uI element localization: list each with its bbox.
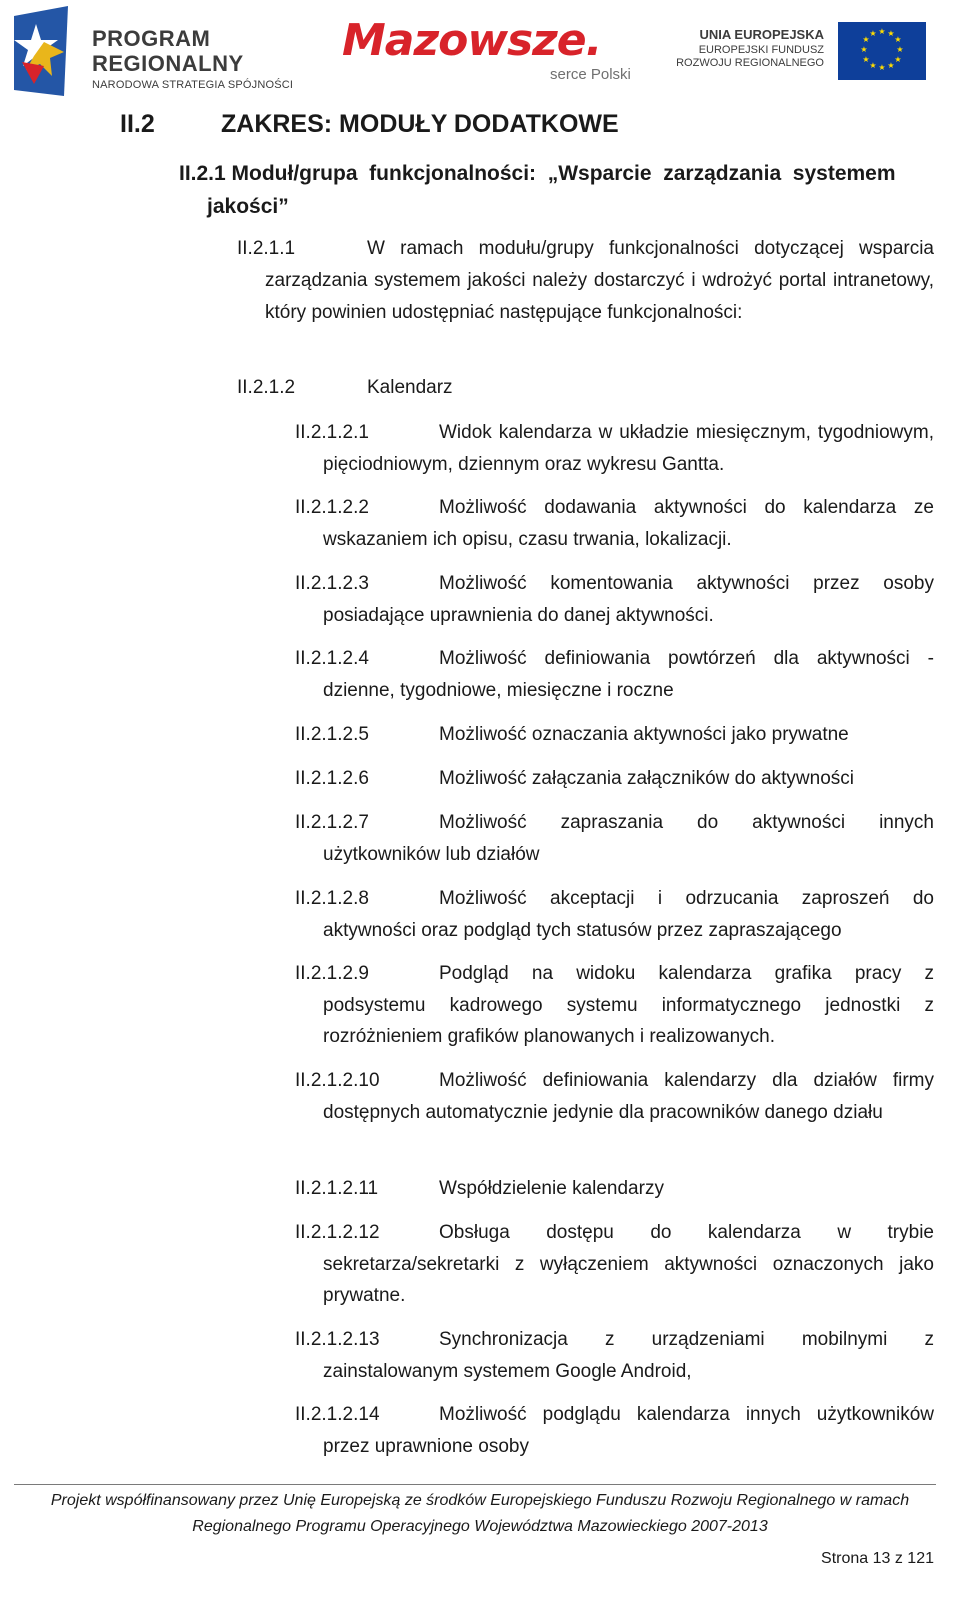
intro-paragraph [237, 233, 934, 329]
intro-text: W ramach modułu/grupy funkcjonalności dotyczącej wsparcia zarządzania systemem jakości należy dostarczyć i wdrożyć portal intranetowy, który powinien udostępniać następujące funkcjonalności: [265, 238, 934, 323]
list-item [295, 492, 934, 555]
list-item [295, 1324, 934, 1387]
list-item [295, 643, 934, 706]
list-item [295, 417, 934, 480]
list-item-number: II.2.1.2.11 [295, 1178, 379, 1199]
eu-logo-line3: ROZWOJU REGIONALNEGO [676, 57, 824, 69]
list-item-text: Podgląd na widoku kalendarza grafika pracy z podsystemu kadrowego systemu informatycznego jednostki z rozróżnieniem grafików planowanych i realizowanych. [323, 963, 934, 1047]
eu-logo-line1: UNIA EUROPEJSKA [699, 27, 824, 42]
mazowsze-logo [342, 12, 642, 98]
page-number: Strona 13 z 121 [821, 1550, 934, 1567]
list-item-number: II.2.1.2.2 [295, 497, 369, 518]
svg-text:★: ★ [869, 61, 877, 70]
list-item-number: II.2.1.2.4 [295, 648, 369, 669]
program-logo-line1: PROGRAM [92, 26, 211, 51]
section-title: ZAKRES: MODUŁY DODATKOWE [221, 110, 619, 138]
svg-text:★: ★ [894, 35, 902, 44]
eu-flag-icon [838, 22, 926, 80]
list-item-text: Synchronizacja z urządzeniami mobilnymi z zainstalowanym systemem Google Android, [323, 1329, 934, 1382]
footer-divider [14, 1484, 936, 1485]
list-item-number: II.2.1.2.3 [295, 573, 369, 594]
list-item [295, 719, 934, 751]
program-logo-line2: REGIONALNY [92, 51, 244, 76]
mazowsze-logo-tagline: serce Polski [550, 66, 631, 83]
mazowsze-logo-word: Mazowsze. [342, 15, 602, 66]
list-item [295, 763, 934, 795]
eu-logo-line2: EUROPEJSKI FUNDUSZ [698, 44, 824, 56]
eu-logo [676, 20, 948, 84]
calendar-number: II.2.1.2 [237, 377, 296, 398]
list-item-text: Możliwość oznaczania aktywności jako prywatne [439, 724, 849, 745]
page-header [0, 0, 960, 100]
list-item-number: II.2.1.2.5 [295, 724, 369, 745]
svg-text:★: ★ [878, 27, 886, 36]
footer-funding-line1: Projekt współfinansowany przez Unię Europejską ze środków Europejskiego Funduszu Rozwoju Regionalnego w ramach [50, 1492, 910, 1509]
svg-text:★: ★ [894, 55, 902, 64]
list-item-number: II.2.1.2.9 [295, 963, 369, 984]
list-item [295, 568, 934, 631]
list-item-text: Możliwość komentowania aktywności przez osoby posiadające uprawnienia do danej aktywności. [323, 573, 934, 626]
subsection-heading-line2: jakości” [207, 195, 289, 218]
list-item-number: II.2.1.2.7 [295, 812, 369, 833]
svg-text:★: ★ [878, 63, 886, 72]
list-item-number: II.2.1.2.13 [295, 1329, 380, 1350]
svg-text:★: ★ [862, 55, 870, 64]
list-item-text: Możliwość dodawania aktywności do kalendarza ze wskazaniem ich opisu, czasu trwania, lokalizacji. [323, 497, 934, 550]
program-logo-line3: NARODOWA STRATEGIA SPÓJNOŚCI [92, 79, 294, 91]
intro-number: II.2.1.1 [237, 238, 296, 259]
list-item-text: Możliwość załączania załączników do aktywności [439, 768, 855, 789]
list-item-number: II.2.1.2.8 [295, 888, 369, 909]
list-item-text: Możliwość akceptacji i odrzucania zaproszeń do aktywności oraz podgląd tych statusów przez zapraszającego [323, 888, 934, 941]
list-item-number: II.2.1.2.10 [295, 1070, 380, 1091]
list-item [295, 807, 934, 870]
list-item-text: Możliwość zapraszania do aktywności innych użytkowników lub działów [323, 812, 934, 865]
svg-text:★: ★ [887, 29, 895, 38]
list-item [295, 1065, 934, 1128]
list-item [295, 883, 934, 946]
subsection-heading [179, 157, 934, 223]
svg-text:★: ★ [860, 45, 868, 54]
svg-text:★: ★ [862, 35, 870, 44]
subsection-heading-line1: II.2.1 Moduł/grupa funkcjonalności: „Wsparcie zarządzania systemem [179, 162, 896, 185]
list-item [295, 1173, 934, 1205]
list-item [295, 1399, 934, 1462]
star-emblem-icon [14, 6, 72, 96]
calendar-heading [237, 372, 934, 404]
footer-funding-line2: Regionalnego Programu Operacyjnego Województwa Mazowieckiego 2007-2013 [192, 1518, 768, 1535]
svg-text:★: ★ [887, 61, 895, 70]
list-item-text: Współdzielenie kalendarzy [439, 1178, 664, 1199]
list-item-text: Możliwość podglądu kalendarza innych użytkowników przez uprawnione osoby [323, 1404, 934, 1457]
list-item-number: II.2.1.2.1 [295, 422, 369, 443]
calendar-title: Kalendarz [367, 377, 453, 398]
list-item-number: II.2.1.2.12 [295, 1222, 380, 1243]
list-item-text: Widok kalendarza w układzie miesięcznym, tygodniowym, pięciodniowym, dziennym oraz wykresu Gantta. [323, 422, 934, 475]
svg-text:★: ★ [896, 45, 904, 54]
list-item [295, 958, 934, 1053]
list-item-number: II.2.1.2.14 [295, 1404, 380, 1425]
section-number: II.2 [120, 110, 155, 138]
svg-text:★: ★ [869, 29, 877, 38]
list-item-number: II.2.1.2.6 [295, 768, 369, 789]
list-item-text: Obsługa dostępu do kalendarza w trybie sekretarza/sekretarki z wyłączeniem aktywności oznaczonych jako prywatne. [323, 1222, 934, 1306]
list-item-text: Możliwość definiowania powtórzeń dla aktywności - dzienne, tygodniowe, miesięczne i roczne [323, 648, 934, 701]
list-item [295, 1217, 934, 1312]
list-item-text: Możliwość definiowania kalendarzy dla działów firmy dostępnych automatycznie jedynie dla pracowników danego działu [323, 1070, 934, 1123]
program-regionalny-logo [14, 6, 304, 98]
